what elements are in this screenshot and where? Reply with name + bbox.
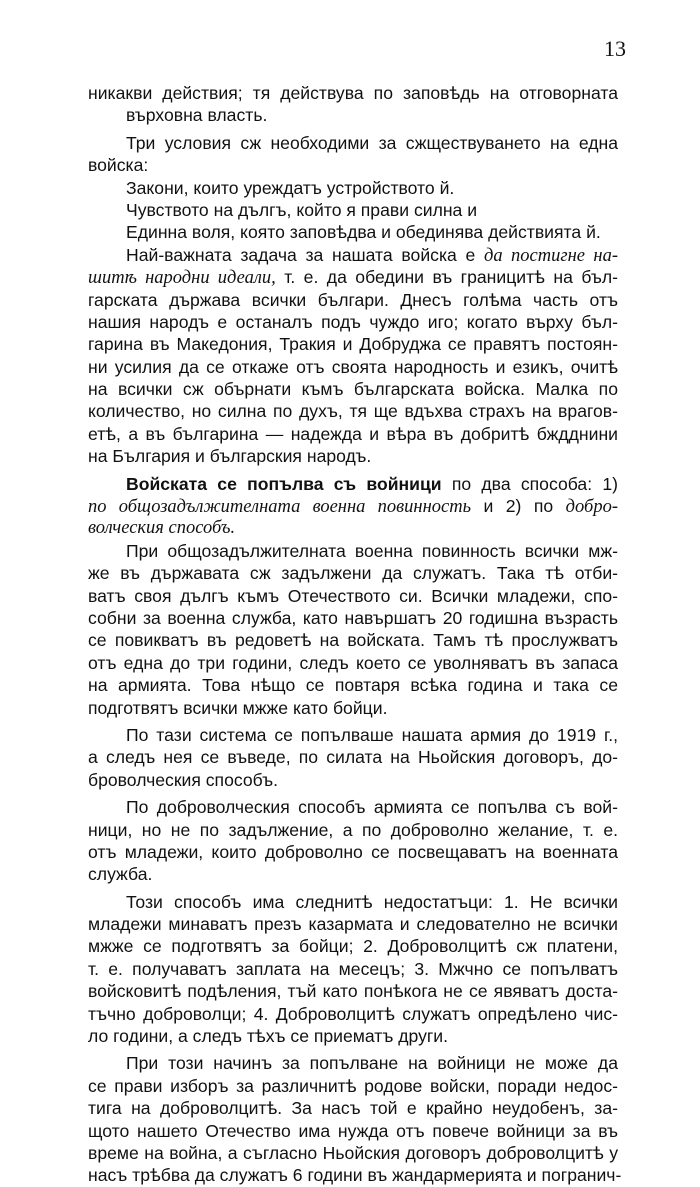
text-line: мжже се подготвятъ за бойци; 2. Доброволцитѣ сж платени, (88, 936, 618, 957)
text-line: никакви действия; тя действува по заповѣдь на отговорната (88, 83, 618, 103)
text-line: т. е. получаватъ заплата на месецъ; 3. Мжчно се попълватъ (88, 958, 618, 979)
text-line: на армията. Това нѣщо се повтаря всѣка година и така се (88, 675, 618, 696)
italic-phrase: шитѣ народни идеали, (88, 268, 276, 289)
text-line: гарската държава всички българи. Днесъ голѣма часть отъ (88, 289, 618, 310)
paragraph (88, 82, 618, 127)
paragraph (88, 540, 618, 719)
text-line: ло години, а следъ тѣхъ се приематъ други. (88, 1026, 449, 1047)
paragraph (88, 891, 618, 1048)
text-line: Този способъ има следнитѣ недостатъци: 1. Не всички (126, 891, 618, 912)
text-line: отъ младежи, които доброволно се посвещаватъ на военната (88, 841, 618, 862)
text-line: количество, но силна по духъ, тя ще вдъхва страхъ на врагов- (88, 401, 618, 422)
text-line: на България и българския народъ. (88, 446, 372, 467)
text-line: войска: (88, 155, 149, 176)
text-line: ни усилия да се откаже отъ своята народность и езикъ, очитѣ (88, 356, 618, 377)
text-line: се повикватъ въ редоветѣ на войската. Тамъ тѣ прослужватъ (88, 630, 618, 651)
paragraph (88, 796, 618, 886)
text-line: младежи минаватъ презъ казармата и следователно не всички (88, 914, 618, 935)
text-line: собни за военна служба, като навършатъ 20 годишна възрасть (88, 607, 618, 628)
italic-phrase: по общозадължителната военна повинность (88, 497, 471, 518)
text-line: щото нашето Отечество има нужда отъ повече войници за въ (88, 1120, 618, 1141)
text-line: върховна власть. (126, 105, 268, 126)
text-line: По доброволческия способъ армията се попълва съ вой- (126, 797, 618, 818)
paragraph (88, 244, 618, 468)
italic-phrase: добро- (565, 497, 618, 518)
text-line: тъчно доброволци; 4. Доброволцитѣ служатъ опредѣлено чис- (88, 1003, 618, 1024)
text-line: нашия народъ е останалъ подъ чуждо иго; когато върху бъл- (88, 311, 618, 332)
text-line: етѣ, а въ българина — надежда и вѣра въ добритѣ бждднини (88, 423, 618, 444)
italic-line: волческия способъ. (88, 518, 236, 539)
text-run: Най-важната задача за нашата войска е (126, 244, 484, 265)
body-text (88, 82, 622, 1187)
paragraph (88, 473, 618, 540)
text-line (88, 266, 618, 288)
text-line: броволческия способъ. (88, 769, 279, 790)
text-line: тига на доброволцитѣ. За насъ той е крайно неудобенъ, за- (88, 1098, 618, 1119)
paragraph (88, 1052, 622, 1186)
text-line: насъ трѣбва да служатъ 6 години въ жандармерията и погранич- (88, 1165, 622, 1186)
text-line: се прави изборъ за различнитѣ родове войски, поради недос- (88, 1075, 618, 1096)
text-line: При общозадължителната военна повинность всички мж- (126, 540, 618, 561)
text-line: же въ държавата сж задължени да служатъ. Така тѣ отби- (88, 563, 618, 584)
text-run: и 2) по (471, 496, 566, 517)
text-line: а следъ нея се въведе, по силата на Ньойския договоръ, до- (88, 747, 618, 768)
text-line: гарина въ Македония, Тракия и Добруджа се правятъ постоян- (88, 334, 618, 355)
text-line (88, 244, 618, 266)
text-line (88, 473, 618, 495)
text-line (88, 495, 618, 517)
text-line: войсковитѣ подѣления, тъй като понѣкога не се явяватъ доста- (88, 981, 618, 1002)
text-line: служба. (88, 864, 153, 885)
text-line: ватъ своя дългъ къмъ Отечеството си. Всички младежи, спо- (88, 585, 618, 606)
italic-phrase: да постигне на- (484, 245, 618, 266)
page-number: 13 (604, 36, 626, 61)
list-item: Чувството на дългъ, който я прави силна и (126, 199, 478, 220)
paragraph (88, 132, 618, 177)
text-line: време на война, а съгласно Ньойския договоръ доброволцитѣ у (88, 1142, 618, 1163)
text-line: ници, но не по задължение, а по доброволно желание, т. е. (88, 819, 618, 840)
text-run: по два способа: 1) (441, 473, 618, 494)
text-line: По тази система се попълваше нашата армия до 1919 г., (126, 724, 618, 745)
paragraph (88, 724, 618, 791)
text-line: Три условия сж необходими за сжществуването на една (126, 132, 618, 153)
text-line: При този начинъ за попълване на войници не може да (126, 1053, 618, 1074)
list-item: Закони, които уреждатъ устройството й. (126, 177, 455, 198)
text-line: отъ една до три години, следъ което се уволняватъ въ запаса (88, 652, 618, 673)
conditions-list (88, 177, 618, 244)
list-item: Единна воля, която заповѣдва и обединява действията й. (126, 222, 601, 243)
text-run: т. е. да обедини въ границитѣ на бъл- (275, 267, 618, 288)
text-line: на всички сж обърнати къмъ българската войска. Малка по (88, 379, 618, 400)
bold-heading-phrase: Войската се попълва съ войници (126, 473, 442, 494)
text-line: подготвятъ всички мжже като бойци. (88, 697, 388, 718)
